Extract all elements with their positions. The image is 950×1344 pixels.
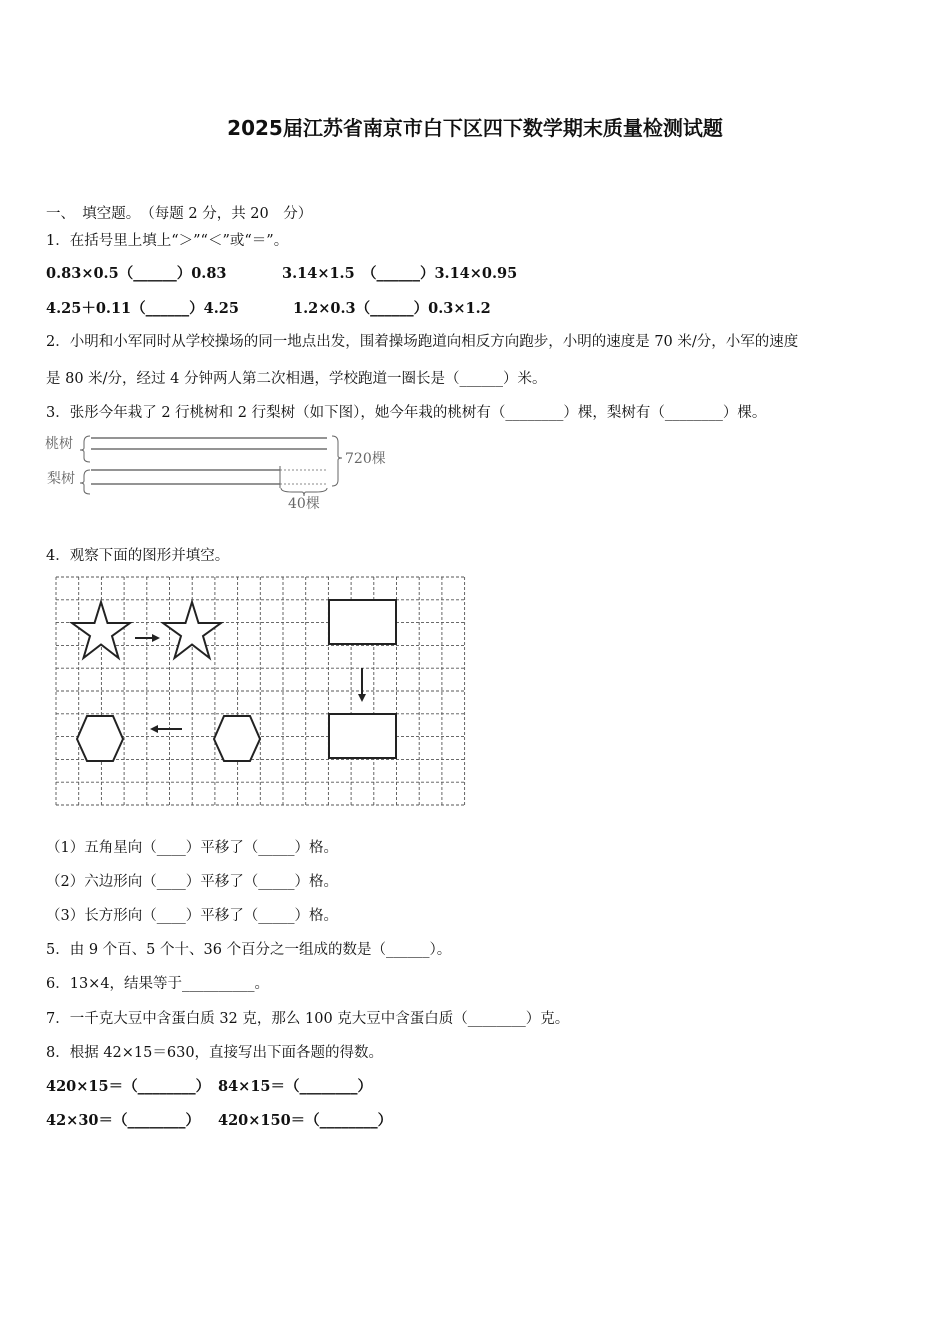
peach-brace — [80, 436, 90, 462]
q8-item-2: 84×15＝（________） — [218, 1078, 373, 1095]
left-arrow-head-icon — [150, 725, 158, 733]
question-6: 6．13×4，结果等于__________。 — [46, 976, 270, 992]
question-1: 1．在括号里上填上“＞”“＜”或“＝”。 — [46, 233, 289, 249]
right-arrow-head-icon — [152, 634, 160, 642]
section-heading: 一、 填空题。 （每题 2 分，共 20 分） — [46, 206, 313, 222]
q4-sub-1: （1）五角星向（____）平移了（_____）格。 — [46, 840, 338, 856]
question-8: 8．根据 42×15＝630，直接写出下面各题的得数。 — [46, 1045, 384, 1061]
q8-item-4: 420×150＝（________） — [218, 1112, 393, 1129]
question-2-line1: 2．小明和小军同时从学校操场的同一地点出发，围着操场跑道向相反方向跑步，小明的速度是 70 米/分，小军的速度 — [46, 334, 799, 350]
q4-sub-2: （2）六边形向（____）平移了（_____）格。 — [46, 874, 338, 890]
translation-grid-figure — [54, 575, 468, 809]
q8-item-1: 420×15＝（________） — [46, 1078, 211, 1095]
q8-item-3: 42×30＝（________） — [46, 1112, 201, 1129]
rectangle-moved-icon — [329, 714, 396, 758]
rectangle-original-icon — [329, 600, 396, 644]
q1-compare-3: 4.25＋0.11（______）4.25 — [46, 300, 239, 317]
hexagon-moved-icon — [77, 716, 123, 761]
pear-brace — [80, 470, 90, 494]
question-4: 4．观察下面的图形并填空。 — [46, 548, 230, 564]
q1-compare-1: 0.83×0.5（______）0.83 — [46, 265, 227, 282]
question-7: 7．一千克大豆中含蛋白质 32 克，那么 100 克大豆中含蛋白质（________）克。 — [46, 1011, 570, 1027]
pear-label: 梨树 — [47, 471, 75, 487]
peach-label: 桃树 — [45, 436, 73, 452]
tree-rows-diagram — [40, 428, 400, 518]
total-label: 720棵 — [345, 451, 386, 467]
page-title: 2025届江苏省南京市白下区四下数学期末质量检测试题 — [227, 116, 723, 140]
dashed-grid — [56, 577, 465, 805]
total-brace — [332, 436, 342, 486]
hexagon-original-icon — [214, 716, 260, 761]
difference-brace — [281, 488, 327, 496]
q4-sub-3: （3）长方形向（____）平移了（_____）格。 — [46, 908, 338, 924]
question-2-line2: 是 80 米/分，经过 4 分钟两人第二次相遇，学校跑道一圈长是（______）米。 — [46, 371, 547, 387]
q1-compare-4: 1.2×0.3（______）0.3×1.2 — [293, 300, 491, 317]
down-arrow-head-icon — [358, 694, 366, 702]
difference-label: 40棵 — [288, 496, 320, 512]
question-5: 5．由 9 个百、5 个十、36 个百分之一组成的数是（______）。 — [46, 942, 452, 958]
q1-compare-2: 3.14×1.5 （______）3.14×0.95 — [282, 265, 518, 282]
question-3: 3．张彤今年栽了 2 行桃树和 2 行梨树（如下图），她今年栽的桃树有（________）棵，梨树有（________）棵。 — [46, 405, 767, 421]
